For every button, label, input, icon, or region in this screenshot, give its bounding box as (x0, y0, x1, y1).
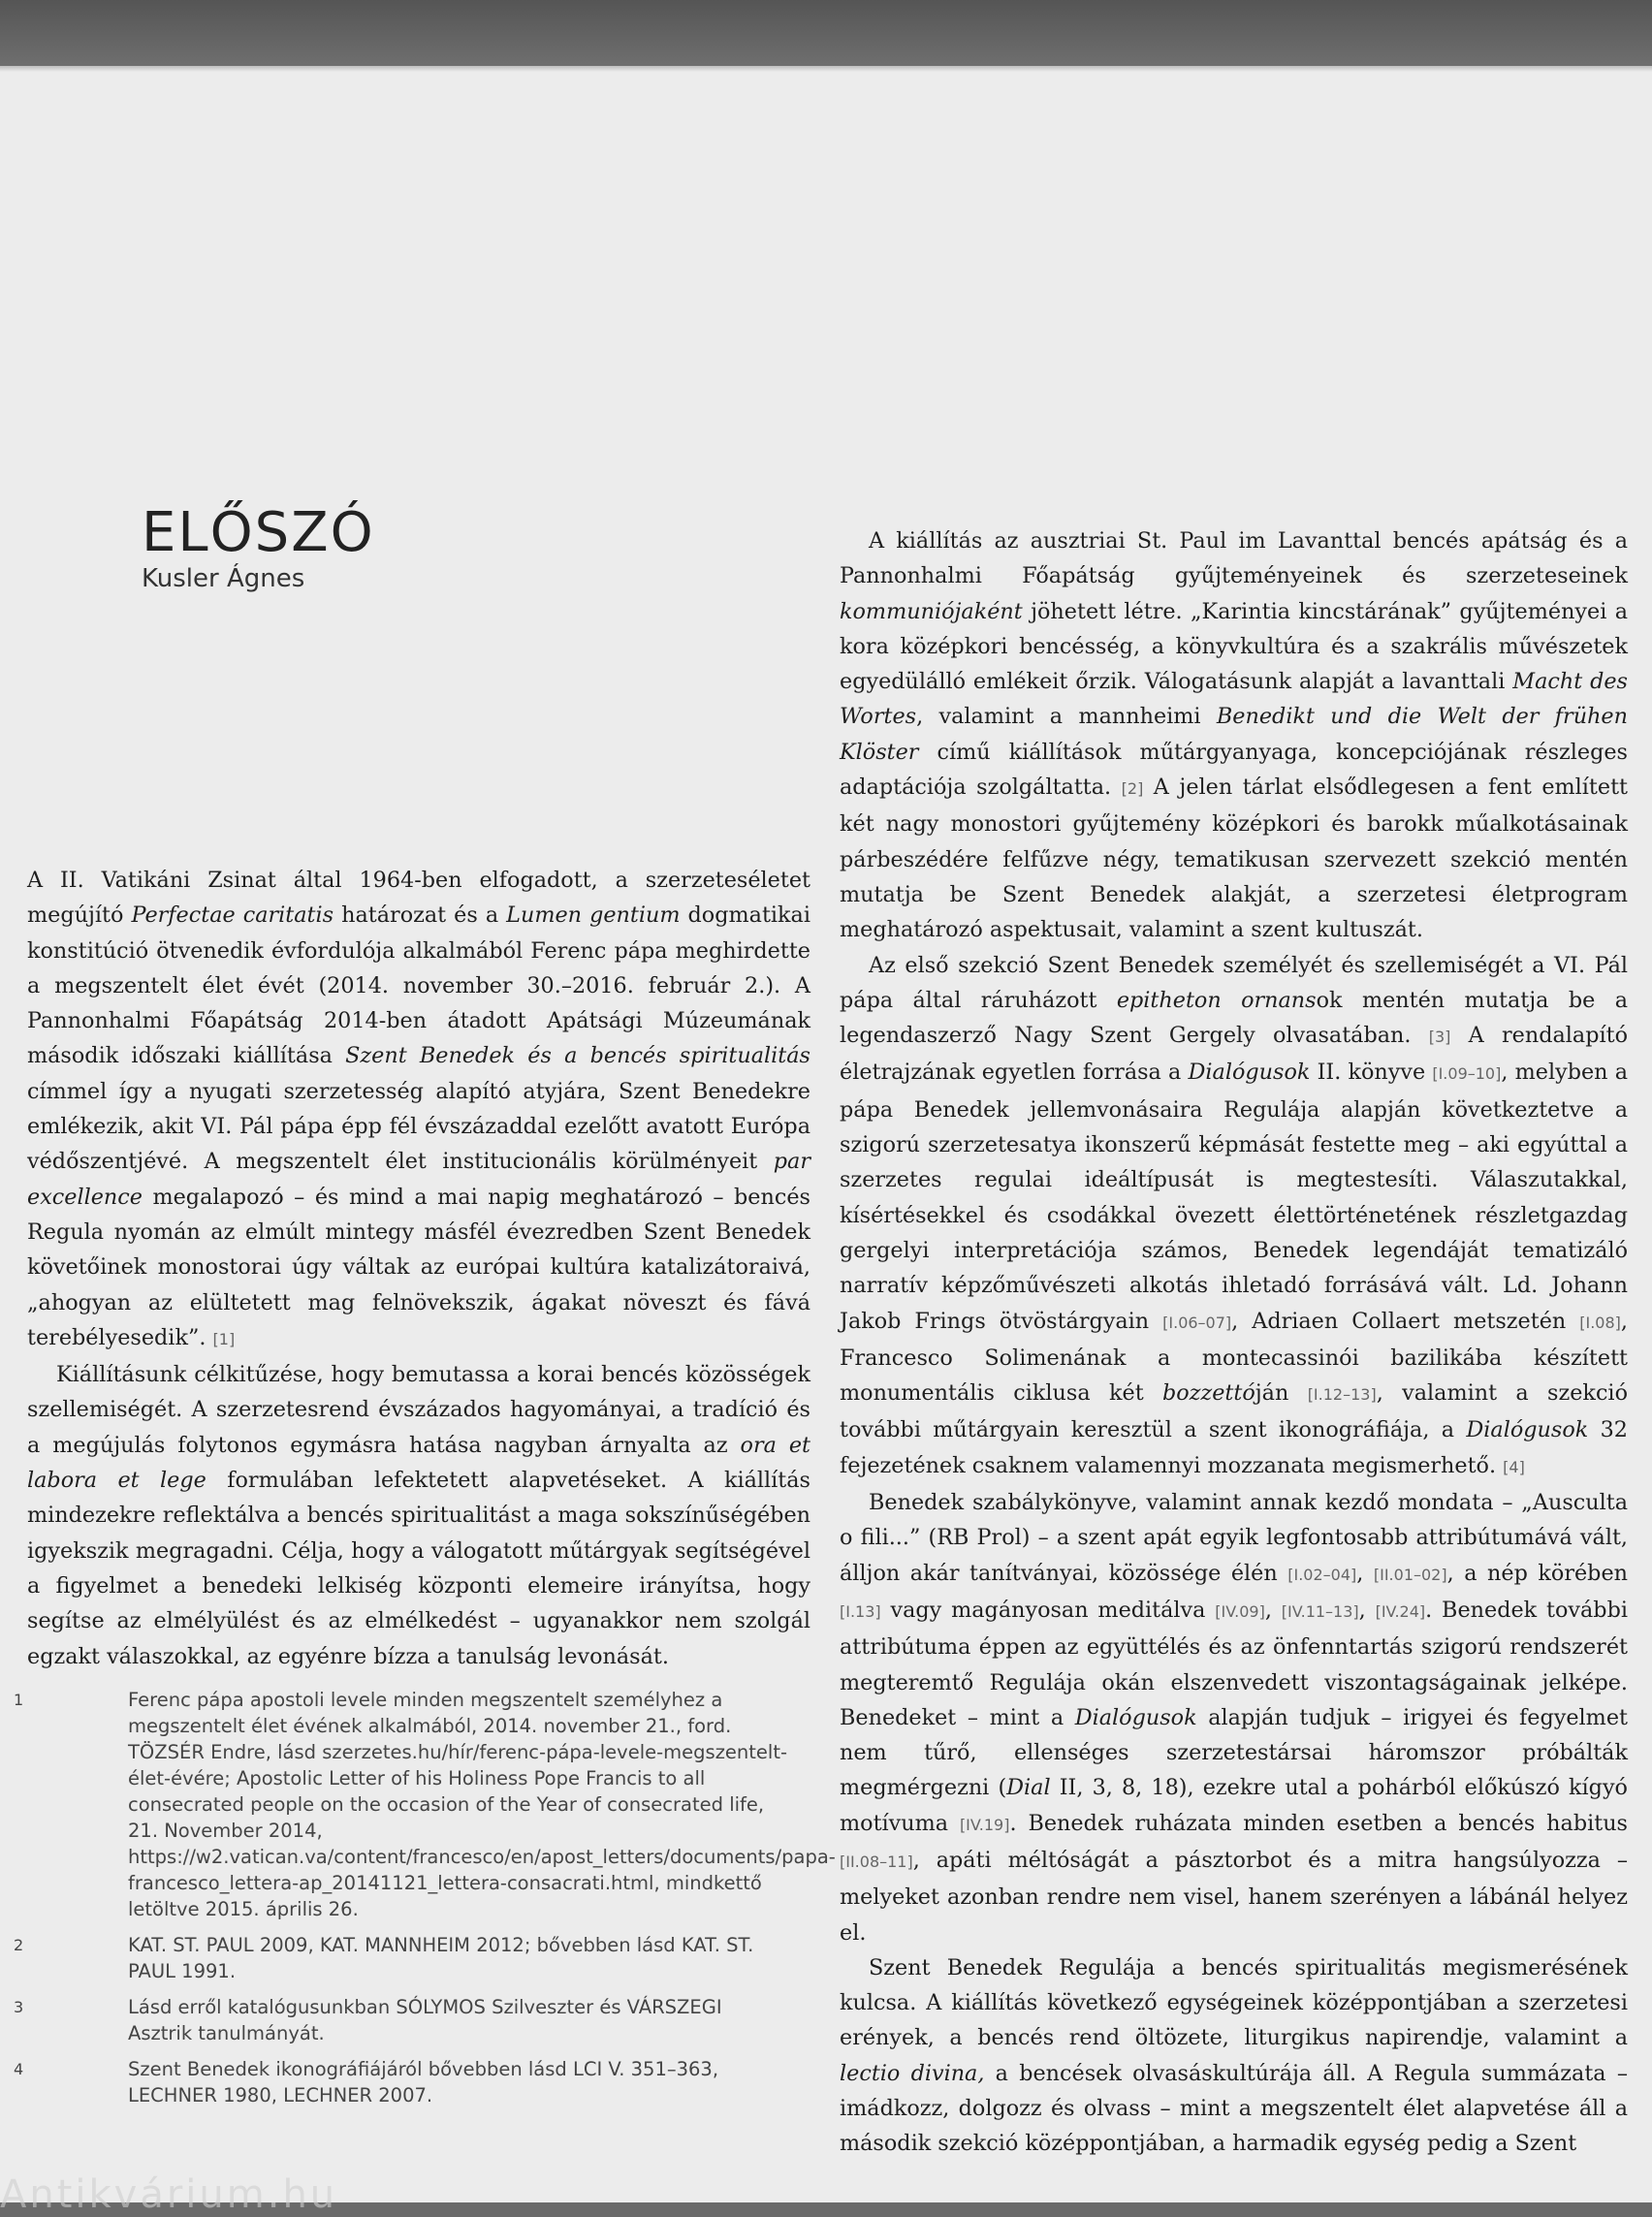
catalog-ref: [I.09–10] (1432, 1064, 1502, 1084)
italic-run: bozzettó (1162, 1380, 1255, 1407)
footnote-text: Lásd erről katalógusunkban SÓLYMOS Szilveszter és VÁRSZEGI Asztrik tanulmányát. (128, 1996, 722, 2044)
italic-run: epitheton ornans (1116, 987, 1317, 1013)
text-run: határozat és a (334, 903, 507, 929)
text-run: . Benedek további attribútuma éppen az együttélés és az önfenntartás szigorú rendszerét megteremtő Regulája okán elszenvedett viszontagságainak jelképe. Benedeket – mint a (840, 1597, 1628, 1730)
text-run: jöhetett létre. „Karintia kincstárának” gyűjteményei a kora középkori bencésség, a könyvkultúra és a szakrális művészetek egyedülálló emlékeit őrzik. Válogatásunk alapját a lavanttali (840, 598, 1628, 695)
footnote-1 (14, 1687, 836, 1922)
catalog-ref: [I.08] (1579, 1313, 1621, 1332)
text-run: ján (1255, 1380, 1308, 1407)
right-column (840, 523, 1628, 2162)
footnote-ref: [4] (1503, 1457, 1525, 1476)
text-run: II. könyve (1310, 1060, 1433, 1086)
catalog-ref: [I.13] (840, 1601, 881, 1621)
watermark: Antikvárium.hu (0, 2172, 338, 2217)
catalog-ref: [IV.19] (959, 1815, 1010, 1834)
italic-run: par excellence (27, 1149, 810, 1210)
page-edge-shadow (0, 66, 1652, 72)
catalog-ref: [IV.24] (1375, 1601, 1426, 1621)
italic-run: Szent Benedek és a bencés spiritualitás (345, 1043, 810, 1069)
author-name: Kusler Ágnes (142, 564, 305, 593)
footnote-number: 3 (14, 1998, 24, 2016)
footnote-number: 2 (14, 1936, 24, 1954)
page-title: ELŐSZÓ (142, 501, 375, 564)
catalog-ref: [IV.11–13] (1281, 1601, 1359, 1621)
footnote-number: 1 (14, 1691, 24, 1709)
text-run: Kiállításunk célkitűzése, hogy bemutassa a korai bencés közösségek szellemiségét. A szerzetesrend évszázados hagyományai, a tradíció és a megújulás folytonos egymásra hatása nagyban árnyalta az (27, 1362, 810, 1458)
italic-run: Dialógusok (1188, 1060, 1311, 1086)
footnote-4 (14, 2056, 789, 2108)
text-run: dogmatikai konstitúció ötvenedik évfordulója alkalmából Ferenc pápa meghirdette a megszentelt élet évét (2014. november 30.–2016. február 2.). A Pannonhalmi Főapátság 2014-ben átadott Apátsági Múzeumának második időszaki kiállítása (27, 903, 810, 1069)
text-run: , apáti méltóságát a pásztorbot és a mitra hangsúlyozza – melyeket azonban rendre nem visel, hanem szerényen a lábánál helyez el. (840, 1847, 1628, 1946)
text-run: 32 fejezetének csaknem valamennyi mozzanata megismerhető. (840, 1417, 1628, 1478)
text-run: címmel így a nyugati szerzetesség alapító atyjára, Szent Benedekre emlékezik, akit VI. Pál pápa épp fél évszázaddal ezelőtt avatott Európa védőszentjévé. A megszentelt élet institucionális körülményeit (27, 1078, 810, 1175)
text-run: A kiállítás az ausztriai St. Paul im Lavanttal bencés apátság és a Pannonhalmi Főapátság gyűjteményeinek és szerzeteseinek (840, 528, 1628, 589)
footnote-number: 4 (14, 2060, 24, 2078)
text-run: alapján tudjuk – irigyei és fegyelmet nem tűrő, ellenséges szerzetestársai háromszor próbálták megmérgezni ( (840, 1704, 1628, 1801)
text-run: , (1356, 1560, 1374, 1586)
text-run: , (1358, 1597, 1376, 1623)
italic-run: Benedikt und die Welt der frühen Klöster (840, 704, 1628, 765)
italic-run: Macht des Wortes (840, 669, 1628, 730)
paragraph-5 (840, 1485, 1628, 1950)
catalog-ref: [IV.09] (1215, 1601, 1265, 1621)
italic-run: Perfectae caritatis (131, 903, 334, 929)
text-run: Az első szekció Szent Benedek személyét és szellemiségét a VI. Pál pápa által ráruházott (840, 952, 1628, 1013)
text-run: Benedek szabálykönyve, valamint annak kezdő mondata – „Ausculta o fili...” (RB Prol) – a szent apát egyik legfontosabb attribútumává vált, álljon akár tanítványai, közössége élén (840, 1490, 1628, 1586)
text-run: , melyben a pápa Benedek jellemvonásaira Regulája alapján következtetve a szigorú szerzetesatya ikonszerű képmását festette meg – aki egyúttal a szerzetes regulai ideáltípusát is megtestesíti. Válaszutakkal, kísértésekkel és csodákkal övezett élettörténetének részletgazdag gergelyi interpretációja számos, Benedek legendáját tematizáló narratív képzőművészeti alkotás ihletadó forrásává vált. Ld. Johann Jakob Frings ötvöstárgyain (840, 1060, 1629, 1334)
paragraph-4 (840, 948, 1628, 1485)
text-run: , (1264, 1597, 1282, 1623)
footnote-ref: [1] (212, 1329, 236, 1348)
text-run: a bencések olvasáskultúrája áll. A Regula summázata – imádkozz, dolgozz és olvass – mint a megszentelt élet alapvetése áll a második szekció középpontjában, a harmadik egység pedig a Szent (840, 2060, 1628, 2157)
italic-run: Lumen gentium (506, 903, 681, 929)
top-background (0, 0, 1652, 70)
catalog-ref: [I.06–07] (1162, 1313, 1232, 1332)
text-run: , a nép körében (1446, 1560, 1629, 1586)
footnote-ref: [2] (1121, 779, 1144, 799)
paragraph-1 (27, 863, 810, 1357)
text-run: A jelen tárlat elsődlegesen a fent említett két nagy monostori gyűjtemény középkori és barokk műalkotásainak párbeszédére felfűzve négy, tematikusan szervezett szekció mentén mutatja be Szent Benedek alakját, a szerzetesi életprogram meghatározó aspektusait, valamint a szent kultuszát. (840, 775, 1628, 943)
text-run: Szent Benedek Regulája a bencés spiritualitás megismerésének kulcsa. A kiállítás következő egységeinek középpontjában a szerzetesi erények, a bencés rend öltözete, liturgikus napirendje, valamint a (840, 1954, 1628, 2051)
italic-run: ora et labora et lege (27, 1432, 810, 1494)
text-run: , Adriaen Collaert metszetén (1231, 1308, 1580, 1334)
italic-run: kommuniójaként (840, 598, 1023, 624)
catalog-ref: [II.01–02] (1373, 1565, 1447, 1584)
italic-run: Dialógusok (1466, 1417, 1589, 1443)
catalog-ref: [I.02–04] (1287, 1565, 1357, 1584)
text-run: című kiállítások műtárgyanyaga, koncepciójának részleges adaptációja szolgáltatta. (840, 739, 1628, 801)
heading-block (142, 501, 375, 593)
footnote-3 (14, 1994, 789, 2046)
text-run: , Francesco Solimenának a montecassinói bazilikába készített monumentális ciklusa két (840, 1308, 1628, 1407)
italic-run: Dialógusok (1074, 1704, 1197, 1730)
footnote-text: Ferenc pápa apostoli levele minden megszentelt személyhez a megszentelt élet évének alkalmából, 2014. november 21., ford. TÖZSÉR Endre, lásd szerzetes.hu/hír/ferenc-pápa-levele-megszentelt-élet-évére; Apostolic Letter of his Holiness Pope Francis to all consecrated people on the occasion of the Year of consecrated life, 21. November 2014, https://w2.vatican.va/content/francesco/en/apost_letters/documents/papa-francesco_lettera-ap_20141121_lettera-consacrati.html, mindkettő letöltve 2015. április 26. (128, 1689, 836, 1920)
footnote-text: KAT. ST. PAUL 2009, KAT. MANNHEIM 2012; bővebben lásd KAT. ST. PAUL 1991. (128, 1934, 754, 1982)
catalog-ref: [I.12–13] (1307, 1385, 1377, 1405)
text-run: A II. Vatikáni Zsinat által 1964-ben elfogadott, a szerzeteséletet megújító (27, 868, 810, 929)
text-run: ok mentén mutatja be a legendaszerző Nagy Szent Gergely olvasatában. (840, 987, 1629, 1049)
footnote-2 (14, 1932, 789, 1984)
italic-run: lectio divina, (840, 2060, 985, 2086)
footnote-ref: [3] (1428, 1028, 1451, 1047)
footnote-text: Szent Benedek ikonográfiájáról bővebben lásd LCI V. 351–363, LECHNER 1980, LECHNER 2007. (128, 2058, 719, 2106)
text-run: II, 3, 8, 18), ezekre utal a pohárból előkúszó kígyó motívuma (840, 1775, 1628, 1836)
text-run: . Benedek ruházata minden esetben a bencés habitus (1009, 1810, 1628, 1836)
catalog-ref: [II.08–11] (840, 1852, 913, 1871)
text-run: formulában lefektetett alapvetéseket. A kiállítás mindezekre reflektálva a bencés spiritualitást a maga sokszínűségében igyekszik megragadni. Célja, hogy a válogatott műtárgyak segítségével a figyelmet a benedeki lelkiség központi elemeire irányítsa, hogy segítse az elmélyülést és az elmélkedést – ugyanakkor nem szolgál egzakt válaszokkal, az egyénre bízza a tanulság levonását. (27, 1468, 810, 1669)
footnotes (14, 1687, 836, 2118)
text-run: , valamint a szekció további műtárgyain keresztül a szent ikonográfiája, a (840, 1380, 1628, 1443)
text-run: vagy magányosan meditálva (880, 1597, 1216, 1623)
text-run: A rendalapító életrajzának egyetlen forrása a (840, 1023, 1628, 1086)
paragraph-2 (27, 1357, 810, 1674)
paragraph-6 (840, 1950, 1628, 2162)
paragraph-3 (840, 523, 1628, 948)
text-run: megalapozó – és mind a mai napig meghatározó – bencés Regula nyomán az elmúlt mintegy másfél évezredben Szent Benedek követőinek monostorai úgy váltak az európai kultúra katalizátoraivá, „ahogyan az elültetett mag felnövekszik, ágakat növeszt és fává terebélyesedik”. (27, 1184, 810, 1350)
italic-run: Dial (1006, 1775, 1051, 1801)
text-run: , valamint a mannheimi (916, 704, 1217, 730)
left-column (27, 863, 810, 1674)
